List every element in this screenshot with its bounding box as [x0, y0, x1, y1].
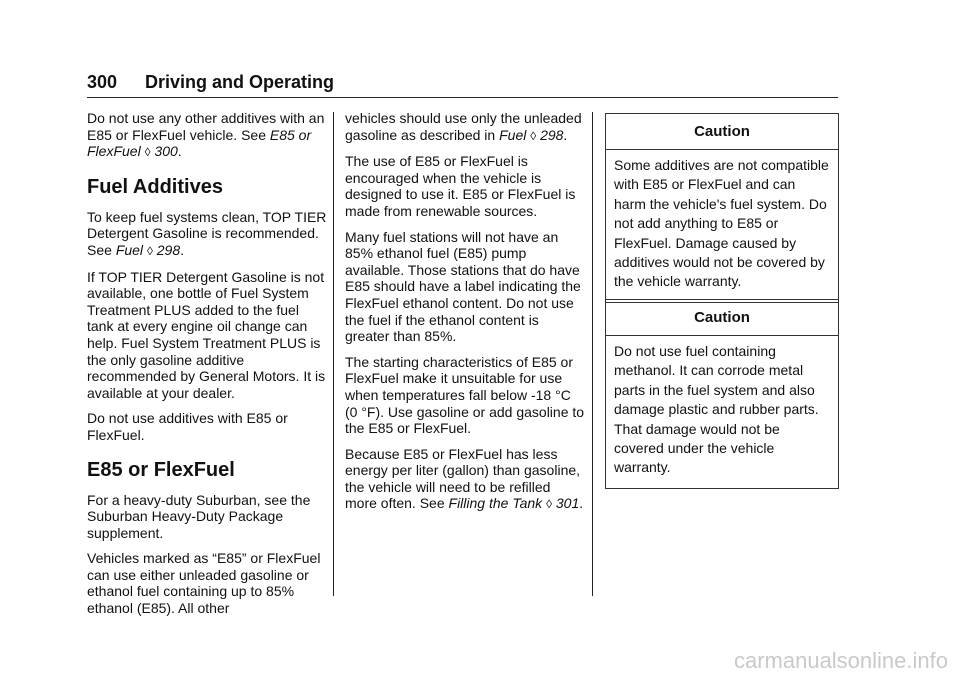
page-number: 300: [87, 72, 118, 92]
paragraph: For a heavy-duty Suburban, see the Suburban Heavy-Duty Package supplement.: [87, 491, 311, 541]
paragraph: Many fuel stations will not have an 85% ethanol fuel (E85) pump available. Those stations that do have E85 should have a label indicating the FlexFuel ethanol content. Do not use the fuel if the ethanol content is greater than 85%.: [345, 228, 581, 345]
page-ref-icon: ◊: [146, 243, 153, 258]
paragraph: The starting characteristics of E85 or FlexFuel make it unsuitable for use when temperatures fall below -18 °C (0 °F). Use gasoline or add gasoline to the E85 or FlexFuel.: [345, 353, 585, 437]
paragraph: The use of E85 or FlexFuel is encouraged when the vehicle is designed to use it. E85 or FlexFuel is made from renewable sources.: [345, 153, 576, 219]
column-2: [345, 110, 585, 522]
heading-fuel-additives: Fuel Additives: [87, 175, 223, 198]
page-ref-icon: ◊: [144, 145, 151, 160]
paragraph: Do not use any other additives with an E85 or FlexFuel vehicle. See E85 or FlexFuel ◊ 300.: [87, 110, 325, 160]
header-rule: [87, 97, 838, 98]
paragraph: To keep fuel systems clean, TOP TIER Detergent Gasoline is recommended. See Fuel ◊ 298.: [87, 208, 327, 258]
cross-reference[interactable]: Fuel ◊ 298: [499, 126, 564, 143]
watermark: carmanualsonline.info: [733, 648, 948, 673]
paragraph: Do not use additives with E85 or FlexFuel.: [87, 410, 288, 443]
cross-reference[interactable]: Fuel ◊ 298: [115, 241, 181, 258]
paragraph: Vehicles marked as “E85” or FlexFuel can use either unleaded gasoline or ethanol fuel containing up to 85% ethanol (E85). All other: [87, 550, 321, 617]
section-title: Driving and Operating: [145, 72, 335, 92]
column-1: [87, 110, 327, 626]
caution-box-1: [605, 113, 839, 303]
cross-reference[interactable]: Filling the Tank ◊ 301: [448, 495, 580, 512]
page-ref-icon: ◊: [530, 128, 537, 143]
column-divider-1: [333, 112, 334, 596]
caution-title: Caution: [606, 300, 838, 336]
heading-e85-flexfuel: E85 or FlexFuel: [87, 458, 235, 481]
caution-text: Do not use fuel containing methanol. It can corrode metal parts in the fuel system and also damage plastic and rubber parts. That damage would not be covered under the vehicle warranty.: [614, 343, 819, 476]
paragraph: If TOP TIER Detergent Gasoline is not available, one bottle of Fuel System Treatment PLUS added to the fuel tank at every engine oil change can help. Fuel System Treatment PLUS is the only gasoline additive recommended by General Motors. It is available at your dealer.: [87, 268, 326, 401]
caution-text: Some additives are not compatible with E85 or FlexFuel and can harm the vehicle's fuel system. Do not add anything to E85 or FlexFuel. Damage caused by additives would not be covered by the vehicle warranty.: [614, 157, 829, 290]
column-divider-2: [592, 112, 593, 596]
paragraph: vehicles should use only the unleaded gasoline as described in Fuel ◊ 298.: [345, 110, 582, 143]
paragraph: Because E85 or FlexFuel has less energy per liter (gallon) than gasoline, the vehicle will need to be refilled more often. See Filling the Tank ◊ 301.: [345, 445, 584, 512]
caution-box-2: [605, 299, 839, 489]
page-header: [87, 70, 838, 100]
page-ref-icon: ◊: [546, 497, 552, 512]
cross-reference[interactable]: E85 or FlexFuel ◊ 300: [87, 126, 312, 160]
caution-title: Caution: [606, 114, 838, 150]
